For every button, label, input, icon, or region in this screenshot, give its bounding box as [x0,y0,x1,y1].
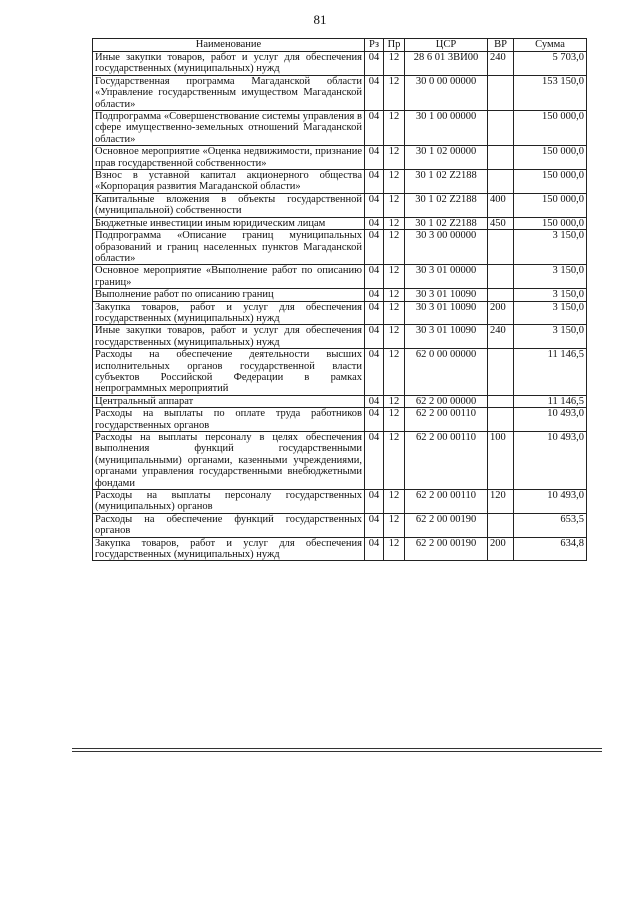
cell-rz: 04 [365,193,384,217]
footer-divider [72,748,602,749]
cell-csr: 62 2 00 00000 [405,395,488,407]
cell-name: Взнос в уставной капитал акционерного общества «Корпорация развития Магаданской области» [93,170,365,194]
cell-sum: 150 000,0 [514,146,587,170]
cell-sum: 150 000,0 [514,170,587,194]
cell-pr: 12 [384,146,405,170]
cell-name: Центральный аппарат [93,395,365,407]
cell-sum: 150 000,0 [514,111,587,146]
cell-vr [488,289,514,301]
footer-divider-second [72,751,602,752]
cell-rz: 04 [365,490,384,514]
cell-sum: 153 150,0 [514,75,587,110]
cell-pr: 12 [384,230,405,265]
cell-vr [488,111,514,146]
cell-pr: 12 [384,265,405,289]
cell-pr: 12 [384,490,405,514]
table-row [93,75,587,110]
cell-vr [488,170,514,194]
cell-sum: 653,5 [514,513,587,537]
cell-pr: 12 [384,395,405,407]
cell-rz: 04 [365,537,384,561]
cell-rz: 04 [365,395,384,407]
cell-vr: 240 [488,325,514,349]
cell-rz: 04 [365,75,384,110]
cell-name: Расходы на обеспечение функций государственных органов [93,513,365,537]
table-row [93,52,587,76]
table-row [93,301,587,325]
cell-vr [488,408,514,432]
cell-name: Расходы на обеспечение деятельности высших исполнительных органов государственной власти субъектов Российской Федерации в рамках непрограммных мероприятий [93,349,365,396]
table-row [93,395,587,407]
cell-rz: 04 [365,217,384,229]
header-vr: ВР [488,39,514,52]
header-sum: Сумма [514,39,587,52]
table-row [93,193,587,217]
cell-pr: 12 [384,52,405,76]
cell-pr: 12 [384,301,405,325]
cell-csr: 30 3 01 00000 [405,265,488,289]
cell-sum: 3 150,0 [514,301,587,325]
cell-sum: 3 150,0 [514,265,587,289]
cell-rz: 04 [365,432,384,490]
cell-pr: 12 [384,217,405,229]
table-row [93,432,587,490]
cell-name: Закупка товаров, работ и услуг для обеспечения государственных (муниципальных) нужд [93,301,365,325]
cell-rz: 04 [365,265,384,289]
cell-csr: 62 2 00 00110 [405,408,488,432]
cell-sum: 634,8 [514,537,587,561]
cell-vr [488,265,514,289]
header-csr: ЦСР [405,39,488,52]
cell-csr: 28 6 01 3ВИ00 [405,52,488,76]
cell-vr: 200 [488,301,514,325]
cell-name: Иные закупки товаров, работ и услуг для обеспечения государственных (муниципальных) нужд [93,52,365,76]
cell-rz: 04 [365,111,384,146]
cell-name: Основное мероприятие «Оценка недвижимости, признание прав государственной собственности» [93,146,365,170]
cell-pr: 12 [384,325,405,349]
cell-pr: 12 [384,537,405,561]
cell-rz: 04 [365,230,384,265]
header-rz: Рз [365,39,384,52]
cell-rz: 04 [365,289,384,301]
cell-sum: 10 493,0 [514,490,587,514]
cell-vr: 200 [488,537,514,561]
cell-vr [488,146,514,170]
cell-vr: 450 [488,217,514,229]
cell-name: Расходы на выплаты персоналу в целях обеспечения выполнения функций государственными (муниципальными) органами, казенными учреждениями, органами управления государственными внебюджетными фондами [93,432,365,490]
cell-name: Основное мероприятие «Выполнение работ по описанию границ» [93,265,365,289]
table-row [93,111,587,146]
cell-vr: 400 [488,193,514,217]
cell-name: Расходы на выплаты персоналу государственных (муниципальных) органов [93,490,365,514]
cell-pr: 12 [384,432,405,490]
table-row [93,265,587,289]
cell-sum: 3 150,0 [514,289,587,301]
cell-pr: 12 [384,111,405,146]
cell-vr: 120 [488,490,514,514]
table-row [93,230,587,265]
cell-rz: 04 [365,349,384,396]
cell-sum: 3 150,0 [514,325,587,349]
cell-csr: 62 2 00 00110 [405,432,488,490]
cell-vr [488,395,514,407]
cell-pr: 12 [384,408,405,432]
cell-csr: 62 0 00 00000 [405,349,488,396]
header-pr: Пр [384,39,405,52]
cell-sum: 10 493,0 [514,408,587,432]
cell-sum: 150 000,0 [514,193,587,217]
cell-sum: 11 146,5 [514,395,587,407]
cell-vr [488,75,514,110]
cell-sum: 5 703,0 [514,52,587,76]
table-row [93,349,587,396]
cell-csr: 30 1 02 Z2188 [405,170,488,194]
cell-sum: 10 493,0 [514,432,587,490]
cell-csr: 30 1 02 00000 [405,146,488,170]
cell-sum: 3 150,0 [514,230,587,265]
cell-pr: 12 [384,193,405,217]
cell-rz: 04 [365,408,384,432]
cell-name: Закупка товаров, работ и услуг для обеспечения государственных (муниципальных) нужд [93,537,365,561]
cell-rz: 04 [365,170,384,194]
table-row [93,325,587,349]
cell-pr: 12 [384,289,405,301]
cell-name: Расходы на выплаты по оплате труда работников государственных органов [93,408,365,432]
table-row [93,513,587,537]
cell-name: Подпрограмма «Совершенствование системы управления в сфере имущественно-земельных отношений Магаданской области» [93,111,365,146]
table-row [93,217,587,229]
table-row [93,289,587,301]
cell-vr [488,230,514,265]
table-header-row [93,39,587,52]
cell-csr: 30 1 00 00000 [405,111,488,146]
cell-name: Выполнение работ по описанию границ [93,289,365,301]
cell-csr: 62 2 00 00190 [405,537,488,561]
table-row [93,146,587,170]
cell-vr [488,513,514,537]
cell-csr: 30 3 00 00000 [405,230,488,265]
cell-csr: 30 3 01 10090 [405,325,488,349]
cell-sum: 150 000,0 [514,217,587,229]
cell-rz: 04 [365,325,384,349]
cell-rz: 04 [365,301,384,325]
table-body [93,52,587,561]
cell-pr: 12 [384,513,405,537]
cell-rz: 04 [365,513,384,537]
cell-csr: 30 1 02 Z2188 [405,217,488,229]
cell-rz: 04 [365,146,384,170]
cell-name: Капитальные вложения в объекты государственной (муниципальной) собственности [93,193,365,217]
cell-name: Бюджетные инвестиции иным юридическим лицам [93,217,365,229]
cell-name: Государственная программа Магаданской области «Управление государственным имуществом Магаданской области» [93,75,365,110]
cell-csr: 30 0 00 00000 [405,75,488,110]
cell-name: Подпрограмма «Описание границ муниципальных образований и границ населенных пунктов Магаданской области» [93,230,365,265]
header-name: Наименование [93,39,365,52]
cell-pr: 12 [384,349,405,396]
cell-csr: 30 1 02 Z2188 [405,193,488,217]
cell-csr: 30 3 01 10090 [405,289,488,301]
table-row [93,170,587,194]
cell-sum: 11 146,5 [514,349,587,396]
table-row [93,408,587,432]
budget-table [92,38,587,561]
cell-csr: 30 3 01 10090 [405,301,488,325]
cell-csr: 62 2 00 00190 [405,513,488,537]
cell-rz: 04 [365,52,384,76]
cell-vr [488,349,514,396]
table-row [93,490,587,514]
cell-name: Иные закупки товаров, работ и услуг для обеспечения государственных (муниципальных) нужд [93,325,365,349]
cell-pr: 12 [384,170,405,194]
cell-vr: 240 [488,52,514,76]
table-row [93,537,587,561]
page-number: 81 [313,12,327,27]
cell-pr: 12 [384,75,405,110]
cell-vr: 100 [488,432,514,490]
cell-csr: 62 2 00 00110 [405,490,488,514]
